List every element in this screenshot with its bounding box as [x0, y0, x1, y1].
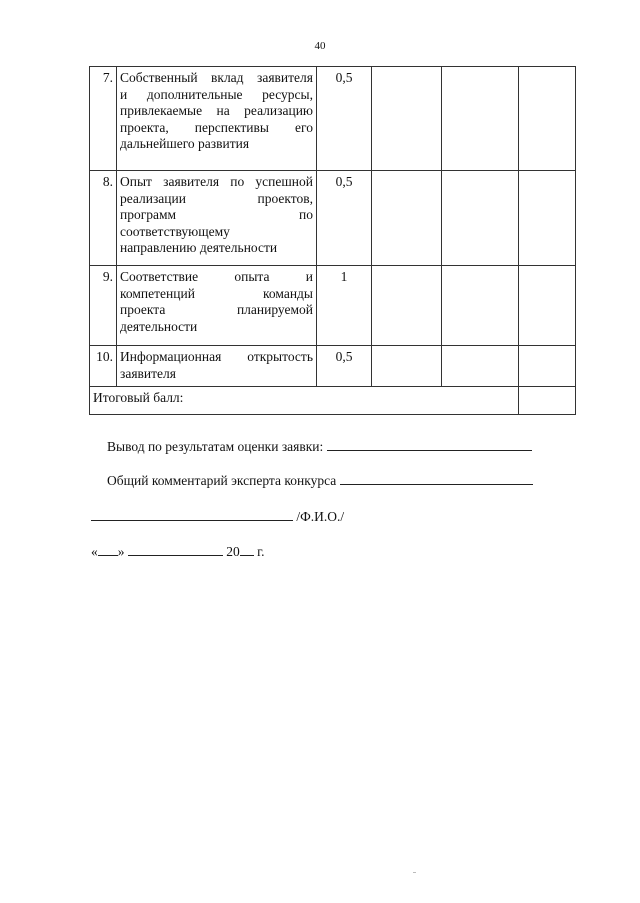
row-number: 8.: [90, 171, 117, 266]
score-cell[interactable]: [519, 171, 576, 266]
score-cell[interactable]: [372, 67, 442, 171]
score-cell[interactable]: [442, 171, 519, 266]
row-number: 9.: [90, 266, 117, 346]
date-month-field[interactable]: [128, 541, 223, 556]
table-row: [90, 346, 576, 387]
table-row: [90, 67, 576, 171]
score-cell[interactable]: [442, 67, 519, 171]
criterion-line: дальнейшего развития: [120, 136, 250, 151]
max-score: 0,5: [317, 67, 372, 171]
signature-field[interactable]: [91, 506, 293, 521]
criterion-description: [117, 346, 317, 387]
criterion-line: и дополнительные ресурсы,: [120, 86, 313, 102]
criterion-line: компетенций команды: [120, 285, 313, 301]
criterion-line: Информационная открытость: [120, 349, 313, 364]
date-day-field[interactable]: [98, 541, 118, 556]
score-cell[interactable]: [519, 266, 576, 346]
conclusion-field[interactable]: [327, 436, 532, 451]
criterion-line: заявителя: [120, 365, 176, 381]
score-cell[interactable]: [372, 171, 442, 266]
scan-mark: [413, 872, 416, 873]
row-number: 7.: [90, 67, 117, 171]
total-score-cell[interactable]: [519, 387, 576, 415]
criterion-line: соответствующему: [120, 223, 230, 239]
criterion-description: [117, 266, 317, 346]
criterion-description: [117, 67, 317, 171]
criterion-line: проекта, перспективы его: [120, 119, 313, 135]
max-score: 0,5: [317, 171, 372, 266]
date-year-suffix: г.: [257, 544, 265, 559]
date-year-prefix: 20: [226, 544, 240, 559]
page-number: 40: [314, 40, 326, 52]
table-row: [90, 266, 576, 346]
row-number: 10.: [90, 346, 117, 387]
criterion-line: реализации проектов,: [120, 190, 313, 206]
criterion-line: программ по: [120, 207, 313, 222]
fio-label: /Ф.И.О./: [296, 509, 345, 524]
criterion-line: привлекаемые на реализацию: [120, 103, 313, 118]
conclusion-line: [107, 436, 532, 455]
date-line: [91, 541, 265, 560]
criterion-line: проекта планируемой: [120, 302, 313, 317]
max-score: 1: [317, 266, 372, 346]
table-row: [90, 171, 576, 266]
comment-field[interactable]: [340, 470, 533, 485]
score-cell[interactable]: [442, 346, 519, 387]
criterion-line: деятельности: [120, 318, 198, 334]
score-cell[interactable]: [519, 67, 576, 171]
total-row: [90, 387, 576, 415]
comment-line: [107, 470, 533, 489]
criterion-line: Собственный вклад заявителя: [120, 70, 313, 85]
criteria-table: [89, 66, 576, 415]
conclusion-label: Вывод по результатам оценки заявки:: [107, 439, 324, 454]
total-label: Итоговый балл:: [90, 387, 519, 415]
date-open-quote: «: [91, 544, 98, 559]
criterion-line: Опыт заявителя по успешной: [120, 174, 313, 189]
score-cell[interactable]: [442, 266, 519, 346]
score-cell[interactable]: [372, 266, 442, 346]
date-close-quote: »: [117, 544, 125, 559]
date-year-field[interactable]: [240, 541, 254, 556]
comment-label: Общий комментарий эксперта конкурса: [107, 473, 337, 488]
score-cell[interactable]: [519, 346, 576, 387]
max-score: 0,5: [317, 346, 372, 387]
criterion-line: направлению деятельности: [120, 240, 278, 255]
signature-line: [91, 506, 344, 525]
criterion-description: [117, 171, 317, 266]
score-cell[interactable]: [372, 346, 442, 387]
criterion-line: Соответствие опыта и: [120, 269, 313, 284]
